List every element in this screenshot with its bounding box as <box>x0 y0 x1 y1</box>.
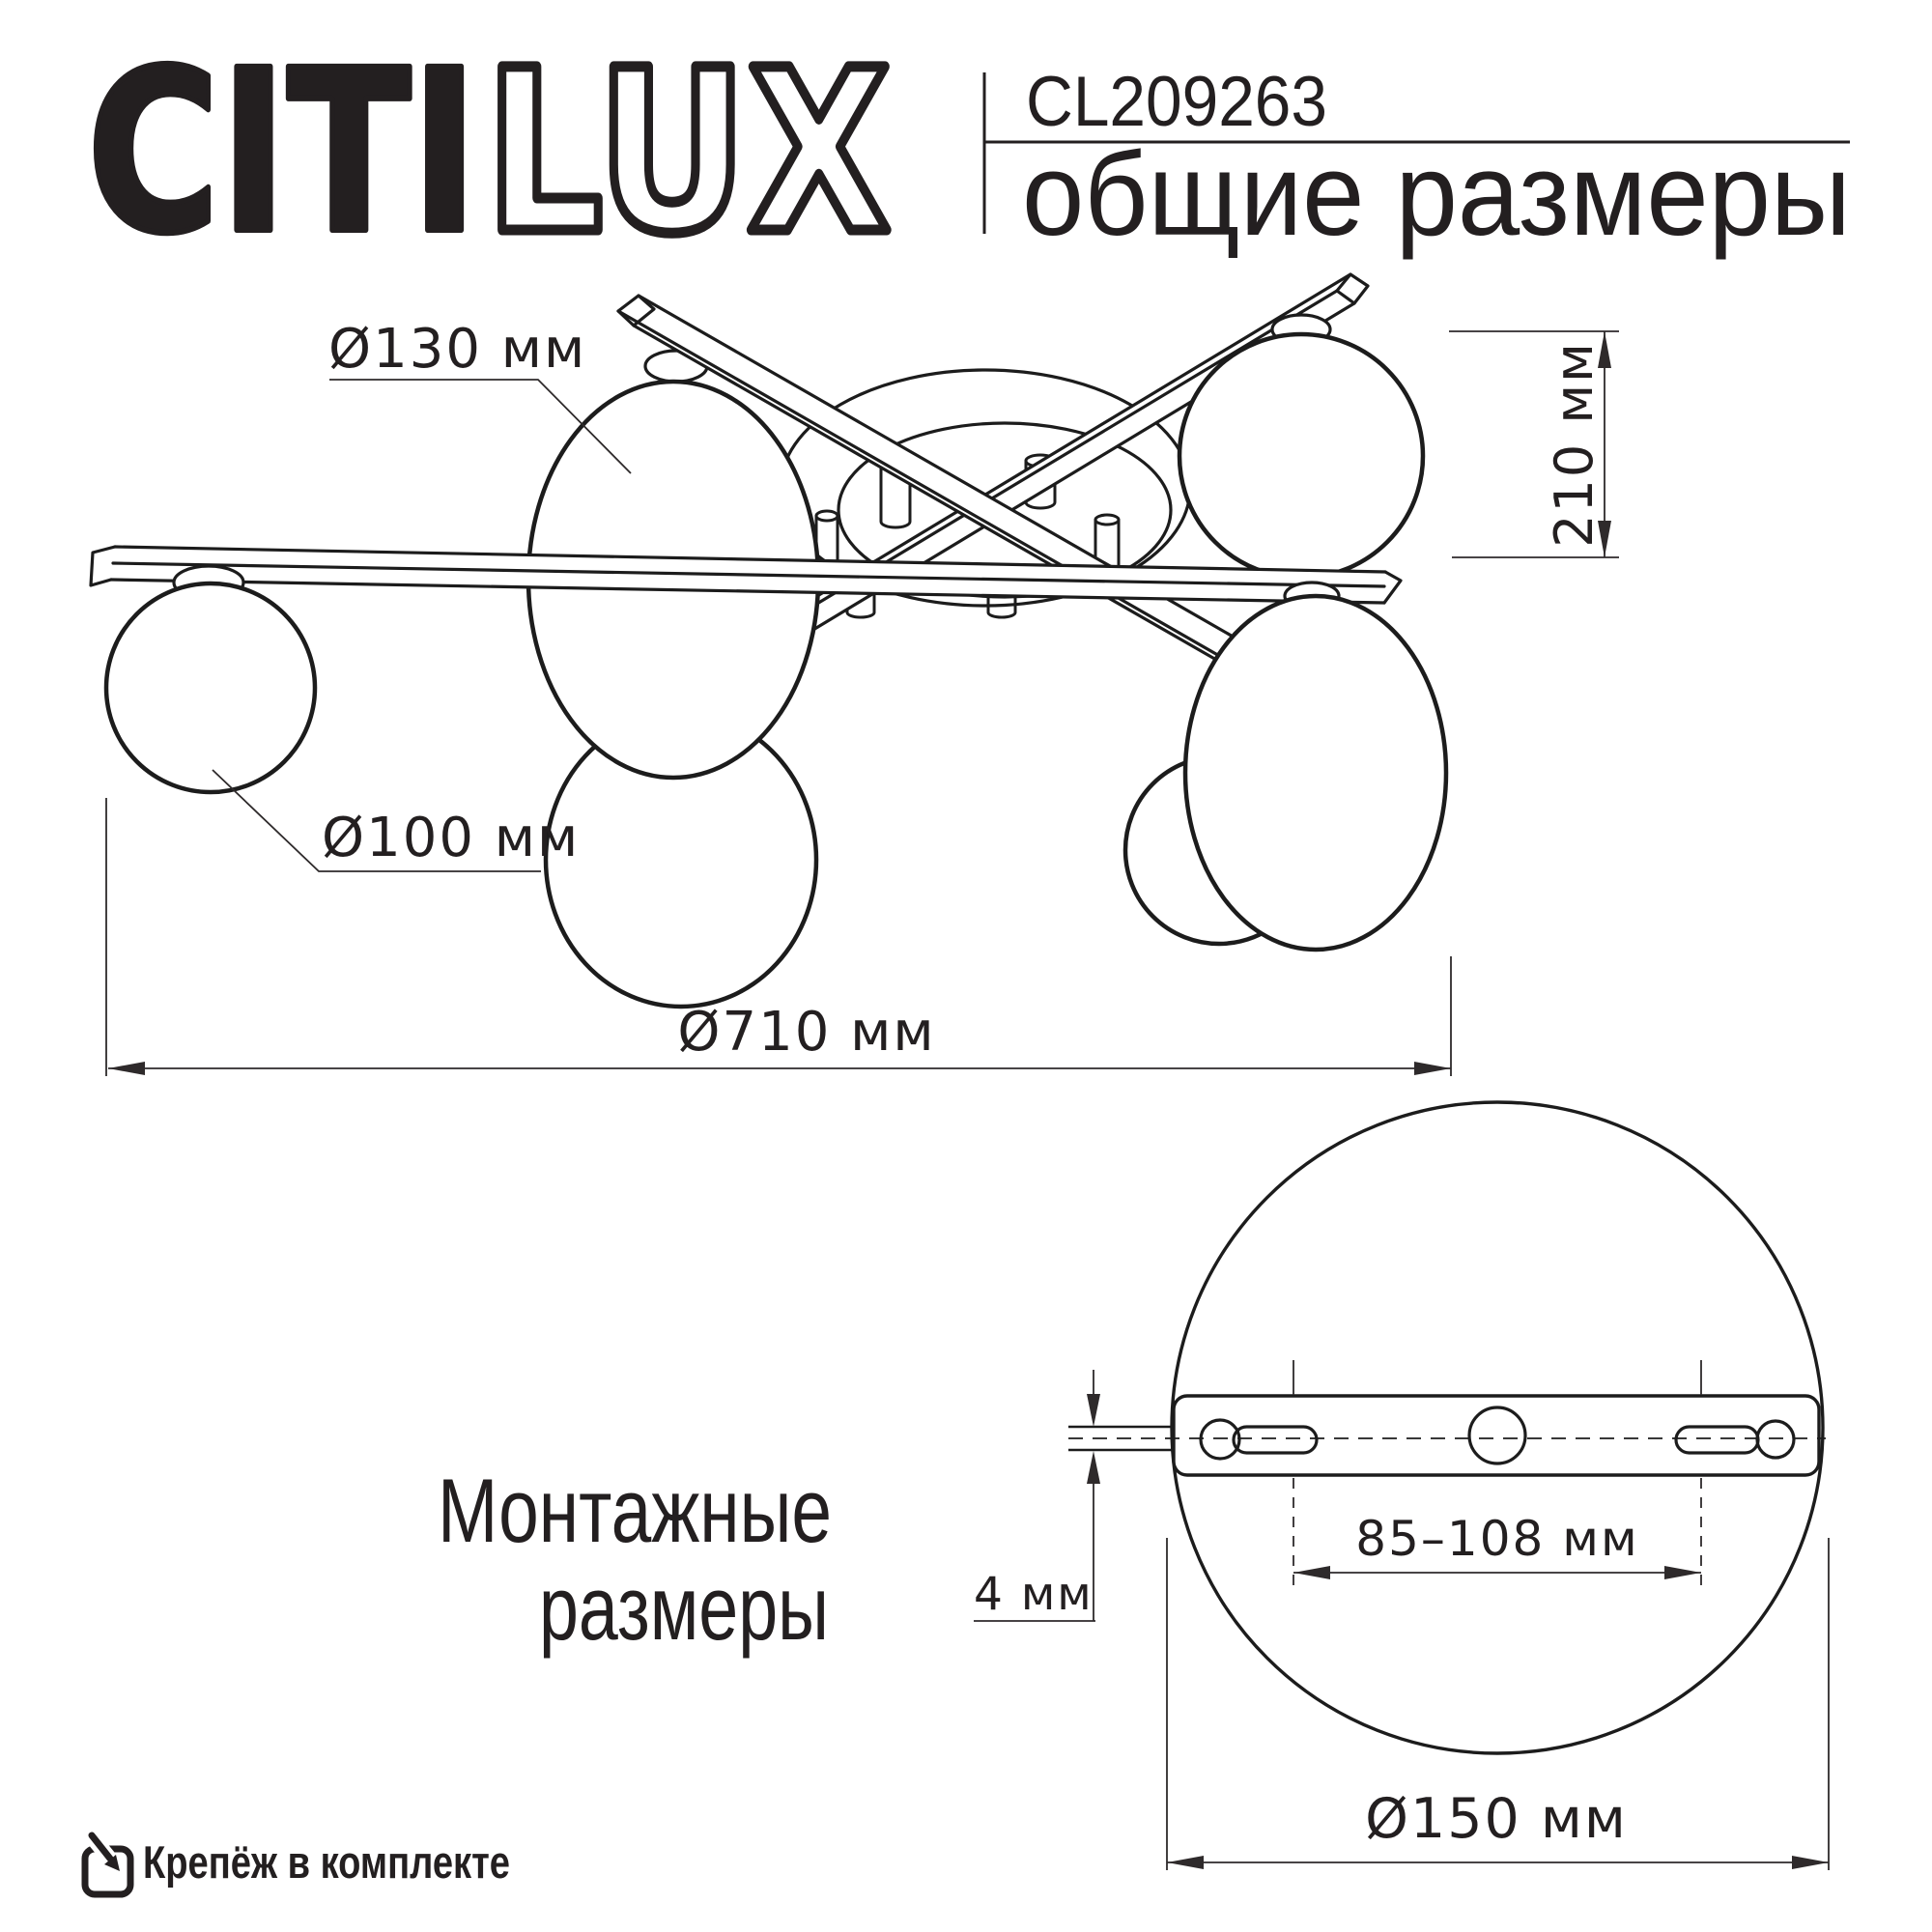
footer-note <box>85 1831 510 1894</box>
arrow-into-box-icon <box>85 1831 130 1894</box>
logo-outline-part: LUX <box>485 22 891 283</box>
logo-solid-part: CITI <box>87 22 478 283</box>
hardware-note: Крепёж в комплекте <box>143 1836 510 1888</box>
mounting-view <box>974 1102 1829 1870</box>
globe-top-right <box>1179 334 1423 578</box>
dim-label-overall-height: 210 мм <box>1544 341 1605 548</box>
globe-right-large <box>1185 596 1446 950</box>
dim-label-globe-small: Ø100 мм <box>322 807 581 869</box>
dim-label-plate-diameter: Ø150 мм <box>1365 1787 1628 1851</box>
dim-overall-height <box>1449 331 1619 557</box>
product-code: CL209263 <box>1026 63 1327 141</box>
mounting-title-line1: Монтажные <box>438 1460 832 1561</box>
page-title: общие размеры <box>1022 128 1851 260</box>
dim-globe-small <box>213 770 580 871</box>
dim-label-hole-span: 85–108 мм <box>1355 1511 1639 1567</box>
globe-left-small <box>106 583 315 792</box>
dim-label-globe-large: Ø130 мм <box>328 318 587 381</box>
chandelier-drawing <box>91 274 1446 1007</box>
citilux-logo <box>87 22 891 283</box>
title-block <box>984 63 1851 260</box>
mounting-section-title <box>438 1460 832 1659</box>
dim-label-plate-thickness: 4 мм <box>974 1568 1094 1621</box>
dim-label-overall-width: Ø710 мм <box>677 1001 936 1064</box>
mounting-title-line2: размеры <box>539 1557 829 1659</box>
